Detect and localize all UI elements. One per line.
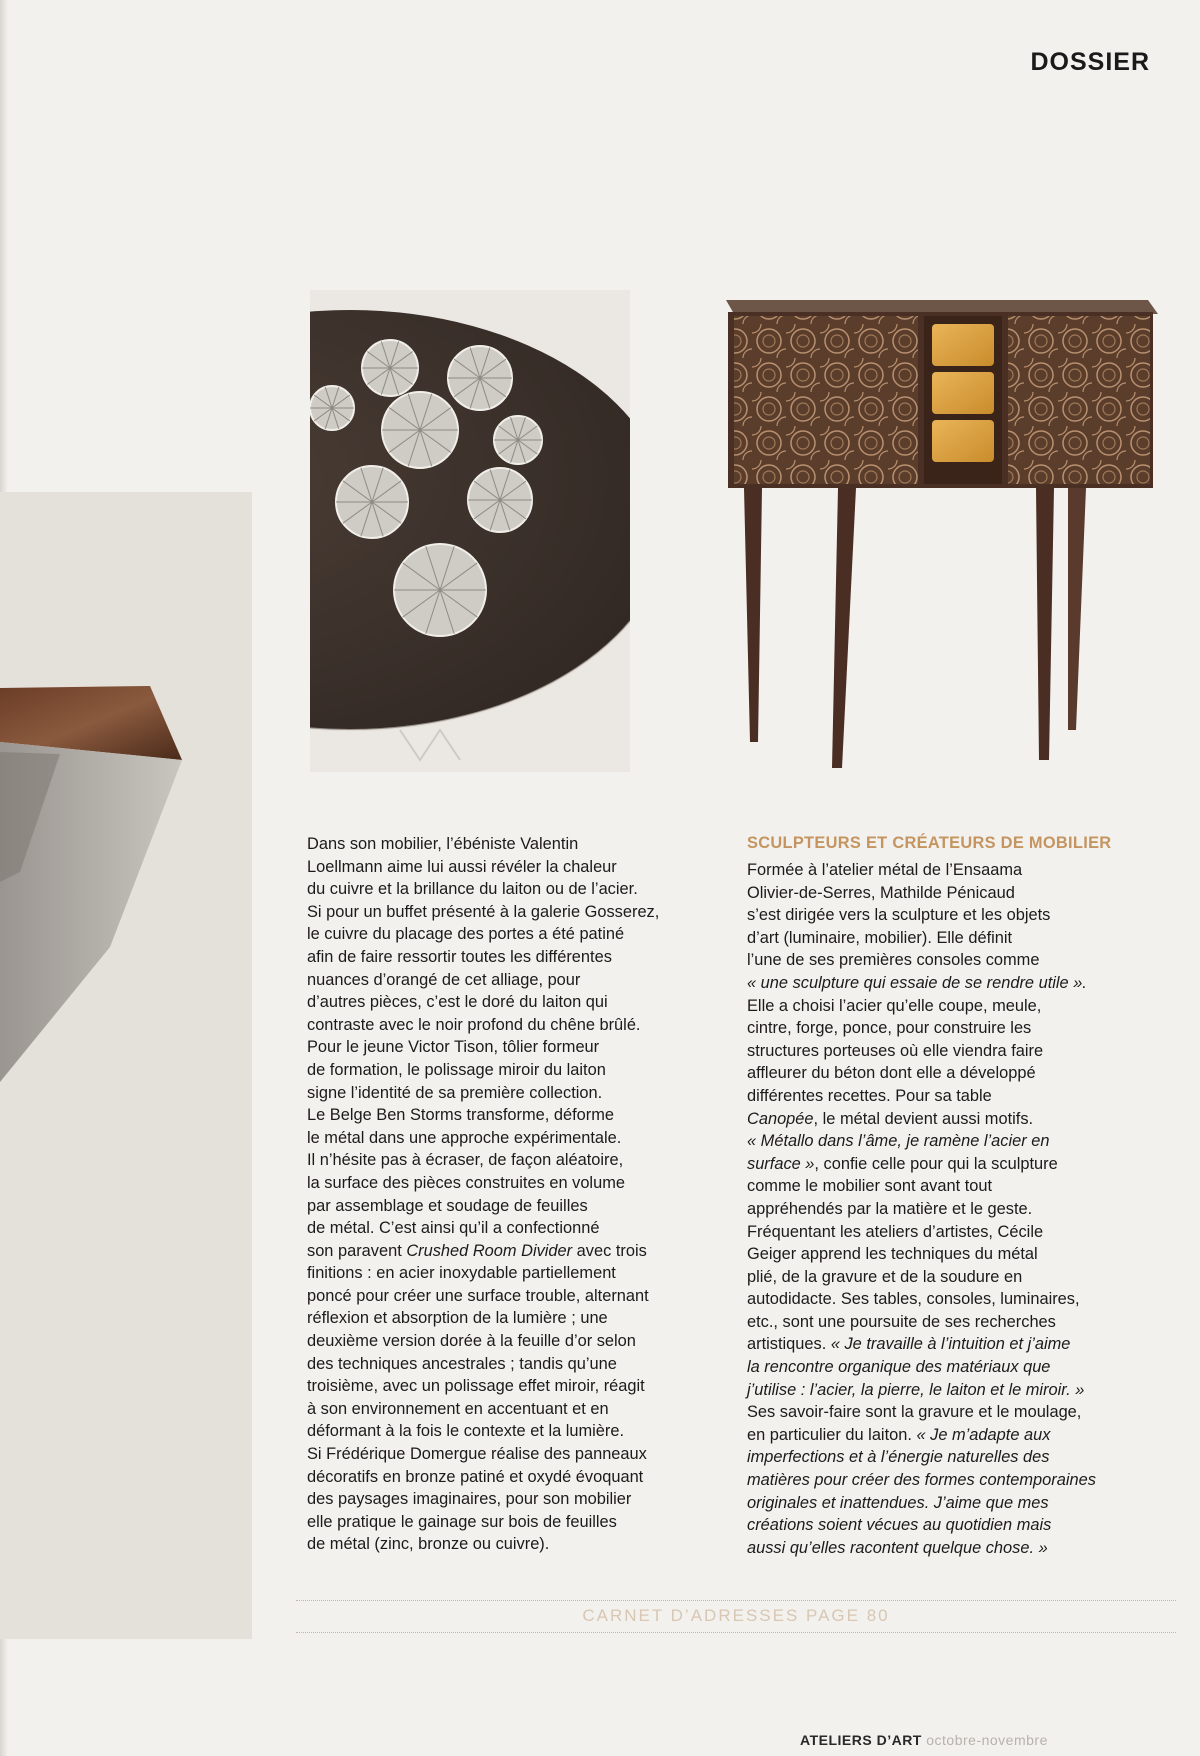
left-text-2: avec trois finitions : en acier inoxydable partiellement poncé pour créer une surface trouble, alternant réflexion et absorption de la lumière ; une deuxième version dorée à la feuille d’or selon des techniques ancestrales ; tandis qu’une troisième, avec un polissage effet miroir, réagit à son environnement en accentuant et en déformant à la fois le contexte et la lumière. Si Frédérique Domergue réalise des panneaux décoratifs en bronze patiné et oxydé évoquant des paysages imaginaires, pour son mobilier elle pratique le gainage sur bois de feuilles de métal (zinc, bronze ou cuivre). <box>307 1241 649 1554</box>
right-text-3: , le métal devient aussi motifs. <box>813 1109 1034 1128</box>
artwork-title-canopee: Canopée <box>747 1109 814 1128</box>
page-footer <box>800 1732 1048 1748</box>
right-text-4: , confie celle pour qui la sculpture comme le mobilier sont avant tout appréhendés par la matière et le geste. Fréquentant les ateliers d’artistes, Cécile Geiger apprend les techniques du métal plié, de la gravure et de la soudure en autodidacte. Ses tables, consoles, luminaires, etc., sont une poursuite de ses recherches artistiques. <box>747 1154 1080 1354</box>
right-text-5: Ses savoir-faire sont la gravure et le moulage, en particulier du laiton. <box>747 1403 1082 1444</box>
quote-4: « Je m’adapte aux imperfections et à l’énergie naturelles des matières pour créer des formes contemporaines originales et inattendues. J’aime que mes créations soient vécues au quotidien mais aussi qu’elles racontent quelque chose. » <box>747 1425 1096 1557</box>
right-text-2: Elle a choisi l’acier qu’elle coupe, meule, cintre, forge, ponce, pour construire les structures porteuses où elle viendra faire affleurer du béton dont elle a développé différentes recettes. Pour sa table <box>747 996 1044 1105</box>
section-label: DOSSIER <box>1030 48 1150 76</box>
article-right-column <box>747 833 1167 1559</box>
quote-2: « Métallo dans l’âme, je ramène l’acier en surface » <box>747 1132 1050 1173</box>
article-left-column <box>307 833 727 1556</box>
section-heading: SCULPTEURS ET CRÉATEURS DE MOBILIER <box>747 834 1112 852</box>
issue-date: octobre-novembre <box>926 1732 1048 1748</box>
carnet-reference: CARNET D’ADRESSES PAGE 80 <box>582 1606 890 1625</box>
quote-1: « une sculpture qui essaie de se rendre utile ». <box>747 973 1087 992</box>
magazine-name: ATELIERS D’ART <box>800 1732 922 1748</box>
carnet-rule-bottom <box>296 1632 1176 1633</box>
artwork-title-crushed-room-divider: Crushed Room Divider <box>406 1241 573 1260</box>
carnet-rule-top <box>296 1600 1176 1601</box>
left-text-1: Dans son mobilier, l’ébéniste Valentin Loellmann aime lui aussi révéler la chaleur du cuivre et la brillance du laiton ou de l’acier. Si pour un buffet présenté à la galerie Gosserez, le cuivre du placage des portes a été patiné afin de faire ressortir toutes les différentes nuances d’orangé de cet alliage, pour d’autres pièces, c’est le doré du laiton qui contraste avec le noir profond du chêne brûlé. Pour le jeune Victor Tison, tôlier formeur de formation, le polissage miroir du laiton signe l’identité de sa première collection. Le Belge Ben Storms transforme, déforme le métal dans une approche expérimentale. Il n’hésite pas à écraser, de façon aléatoire, la surface des pièces construites en volume par assemblage et soudage de feuilles de métal. C’est ainsi qu’il a confectionné son paravent <box>307 835 660 1260</box>
quote-3: « Je travaille à l’intuition et j’aime la rencontre organique des matériaux que j’utilise : l’acier, la pierre, le laiton et le miroir. » <box>747 1335 1085 1399</box>
left-photo <box>0 492 252 1639</box>
cabinet-photo <box>718 290 1158 772</box>
right-text-1: Formée à l’atelier métal de l’Ensaama Olivier-de-Serres, Mathilde Pénicaud s’est dirigée vers la sculpture et les objets d’art (luminaire, mobilier). Elle définit l’une de ses premières consoles comme <box>747 861 1051 970</box>
table-photo <box>310 290 630 772</box>
